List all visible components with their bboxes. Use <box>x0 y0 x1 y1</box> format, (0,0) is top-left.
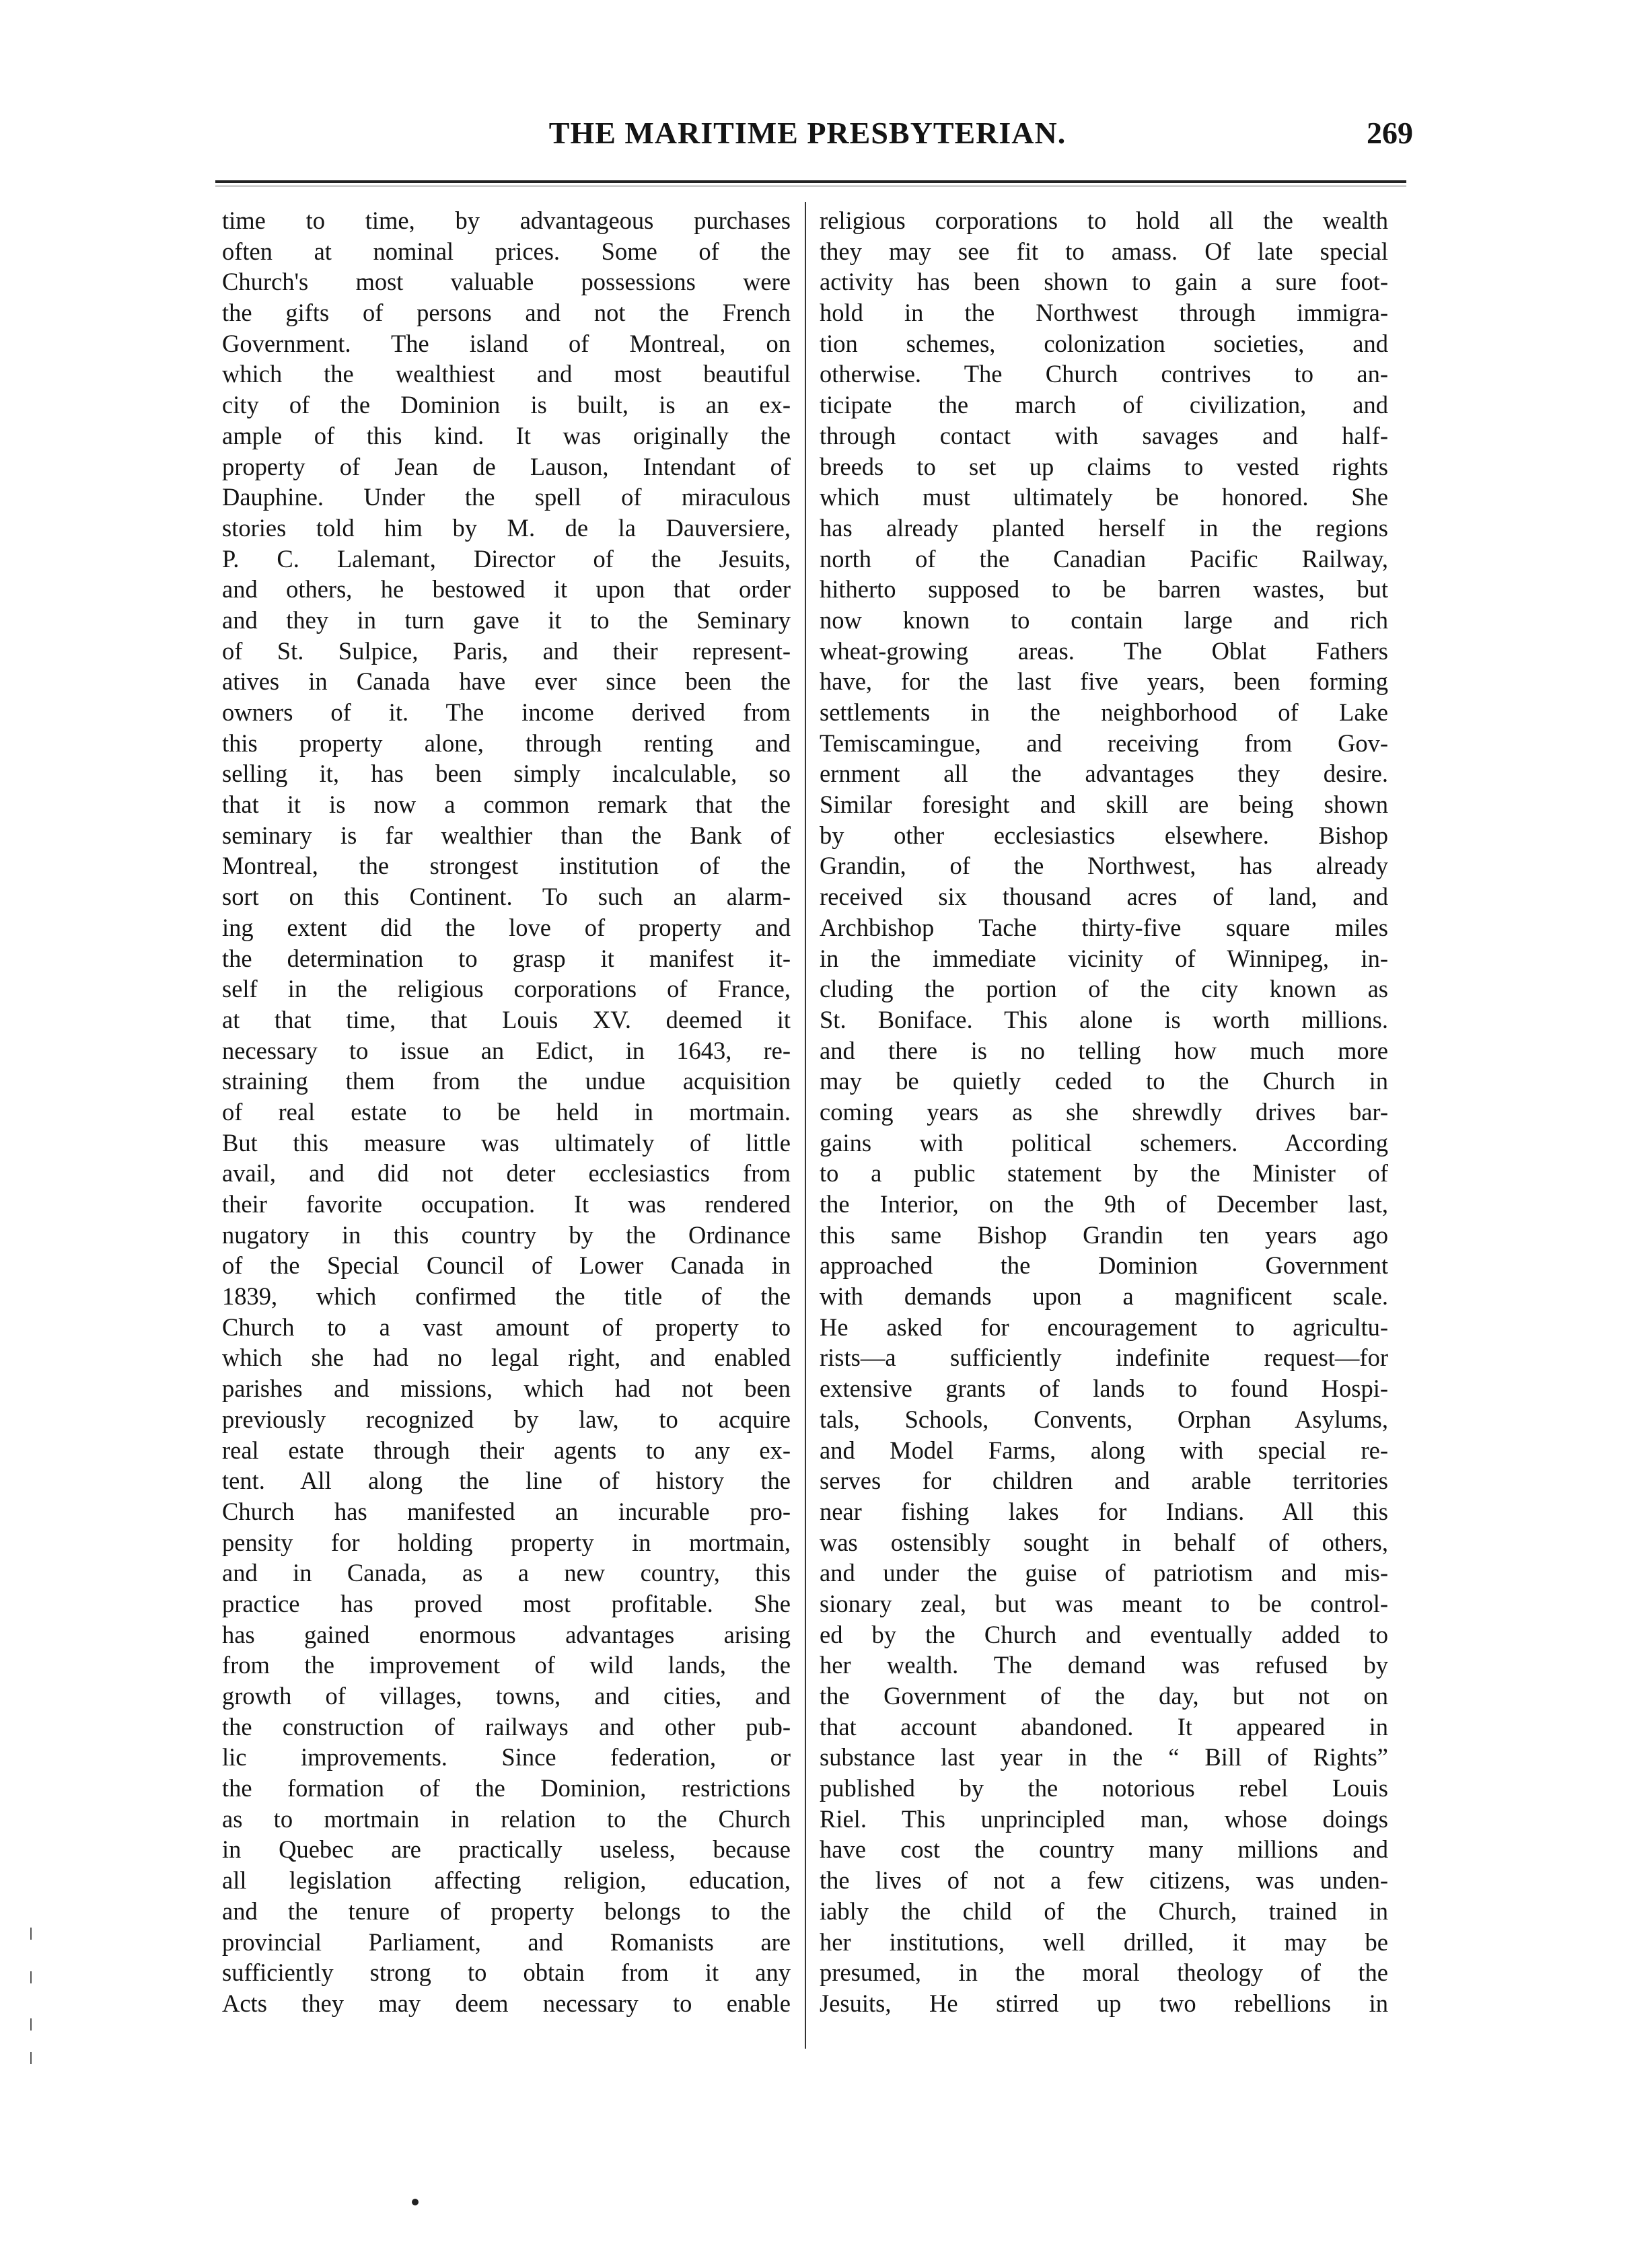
text-line: ernment all the advantages they desire. <box>820 760 1388 788</box>
stray-dot <box>412 2199 419 2205</box>
text-line: provincial Parliament, and Romanists are <box>222 1928 791 1956</box>
header-rule <box>215 180 1406 183</box>
text-line: hold in the Northwest through immigra- <box>820 299 1388 327</box>
text-line: which she had no legal right, and enabled <box>222 1344 791 1372</box>
text-line: her wealth. The demand was refused by <box>820 1651 1388 1679</box>
text-line: stories told him by M. de la Dauversiere, <box>222 513 791 542</box>
text-line: real estate through their agents to any ex- <box>222 1436 791 1464</box>
text-line: Similar foresight and skill are being shown <box>820 791 1388 819</box>
text-line: the Interior, on the 9th of December last, <box>820 1190 1388 1218</box>
running-header <box>202 114 1413 168</box>
text-line: ed by the Church and eventually added to <box>820 1620 1388 1648</box>
text-line: published by the notorious rebel Louis <box>820 1774 1388 1802</box>
text-line: through contact with savages and half- <box>820 421 1388 449</box>
text-line: received six thousand acres of land, and <box>820 883 1388 911</box>
text-line: of the Special Council of Lower Canada in <box>222 1251 791 1280</box>
text-line: by other ecclesiastics elsewhere. Bishop <box>820 821 1388 849</box>
text-line: religious corporations to hold all the wealth <box>820 207 1388 234</box>
text-line: to a public statement by the Minister of <box>820 1159 1388 1187</box>
text-line: necessary to issue an Edict, in 1643, re- <box>222 1036 791 1064</box>
text-line: avail, and did not deter ecclesiastics from <box>222 1159 791 1187</box>
margin-mark <box>30 2018 32 2031</box>
text-line: which the wealthiest and most beautiful <box>222 360 791 388</box>
text-line: selling it, has been simply incalculable, so <box>222 760 791 788</box>
text-line: near fishing lakes for Indians. All this <box>820 1497 1388 1525</box>
text-line: which must ultimately be honored. She <box>820 483 1388 511</box>
text-line: Church to a vast amount of property to <box>222 1313 791 1341</box>
text-line: activity has been shown to gain a sure foot- <box>820 268 1388 296</box>
margin-mark <box>30 2052 32 2064</box>
text-line: time to time, by advantageous purchases <box>222 207 791 234</box>
page-number: 269 <box>1367 116 1413 150</box>
text-line: Government. The island of Montreal, on <box>222 329 791 357</box>
text-line: the determination to grasp it manifest it- <box>222 944 791 972</box>
text-line: that it is now a common remark that the <box>222 791 791 819</box>
text-line: breeds to set up claims to vested rights <box>820 452 1388 480</box>
text-line: cluding the portion of the city known as <box>820 975 1388 1003</box>
text-line: has already planted herself in the regions <box>820 513 1388 542</box>
column-divider <box>805 202 806 2049</box>
text-line: has gained enormous advantages arising <box>222 1620 791 1648</box>
text-line: ing extent did the love of property and <box>222 913 791 941</box>
text-line: substance last year in the “ Bill of Rights” <box>820 1743 1388 1771</box>
text-line: and others, he bestowed it upon that order <box>222 575 791 603</box>
text-line: nugatory in this country by the Ordinance <box>222 1220 791 1249</box>
text-line: this property alone, through renting and <box>222 729 791 757</box>
text-line: and the tenure of property belongs to the <box>222 1897 791 1925</box>
text-line: practice has proved most profitable. She <box>222 1589 791 1617</box>
text-line: Church's most valuable possessions were <box>222 268 791 296</box>
text-line: 1839, which confirmed the title of the <box>222 1282 791 1311</box>
text-line: have cost the country many millions and <box>820 1835 1388 1864</box>
text-line: city of the Dominion is built, is an ex- <box>222 391 791 419</box>
text-line: with demands upon a magnificent scale. <box>820 1282 1388 1311</box>
text-line: often at nominal prices. Some of the <box>222 237 791 265</box>
text-line: ample of this kind. It was originally the <box>222 421 791 449</box>
text-line: Grandin, of the Northwest, has already <box>820 852 1388 880</box>
text-line: this same Bishop Grandin ten years ago <box>820 1220 1388 1249</box>
text-line: Dauphine. Under the spell of miraculous <box>222 483 791 511</box>
text-line: in Quebec are practically useless, because <box>222 1835 791 1864</box>
text-line: sort on this Continent. To such an alarm- <box>222 883 791 911</box>
text-line: north of the Canadian Pacific Railway, <box>820 544 1388 573</box>
text-line: presumed, in the moral theology of the <box>820 1959 1388 1987</box>
text-line: property of Jean de Lauson, Intendant of <box>222 452 791 480</box>
text-line: at that time, that Louis XV. deemed it <box>222 1005 791 1033</box>
text-line: that account abandoned. It appeared in <box>820 1712 1388 1741</box>
text-line: rists—a sufficiently indefinite request—for <box>820 1344 1388 1372</box>
text-line: Archbishop Tache thirty-five square miles <box>820 913 1388 941</box>
text-line: the formation of the Dominion, restrictions <box>222 1774 791 1802</box>
text-line: sufficiently strong to obtain from it any <box>222 1959 791 1987</box>
text-line: Montreal, the strongest institution of the <box>222 852 791 880</box>
text-line: serves for children and arable territories <box>820 1467 1388 1495</box>
text-line: have, for the last five years, been forming <box>820 667 1388 696</box>
text-line: ticipate the march of civilization, and <box>820 391 1388 419</box>
text-line: iably the child of the Church, trained in <box>820 1897 1388 1925</box>
running-title: THE MARITIME PRESBYTERIAN. <box>548 116 1067 150</box>
text-line: previously recognized by law, to acquire <box>222 1405 791 1433</box>
text-line: her institutions, well drilled, it may be <box>820 1928 1388 1956</box>
text-line: St. Boniface. This alone is worth millions. <box>820 1005 1388 1033</box>
text-line: tion schemes, colonization societies, and <box>820 329 1388 357</box>
text-line: the lives of not a few citizens, was unden- <box>820 1866 1388 1895</box>
text-line: sionary zeal, but was meant to be control- <box>820 1589 1388 1617</box>
text-line: the gifts of persons and not the French <box>222 299 791 327</box>
text-line: and they in turn gave it to the Seminary <box>222 606 791 634</box>
text-line: self in the religious corporations of France, <box>222 975 791 1003</box>
text-line: straining them from the undue acquisition <box>222 1067 791 1095</box>
text-line: tals, Schools, Convents, Orphan Asylums, <box>820 1405 1388 1433</box>
text-line: Jesuits, He stirred up two rebellions in <box>820 1989 1388 2017</box>
margin-mark <box>30 1928 32 1940</box>
text-line: tent. All along the line of history the <box>222 1467 791 1495</box>
text-line: But this measure was ultimately of little <box>222 1128 791 1157</box>
text-line: now known to contain large and rich <box>820 606 1388 634</box>
margin-mark <box>30 1971 32 1983</box>
text-line: Riel. This unprincipled man, whose doings <box>820 1804 1388 1833</box>
text-line: seminary is far wealthier than the Bank of <box>222 821 791 849</box>
text-line: lic improvements. Since federation, or <box>222 1743 791 1771</box>
text-line: growth of villages, towns, and cities, and <box>222 1682 791 1710</box>
text-line: approached the Dominion Government <box>820 1251 1388 1280</box>
text-line: hitherto supposed to be barren wastes, but <box>820 575 1388 603</box>
text-line: as to mortmain in relation to the Church <box>222 1804 791 1833</box>
text-line: parishes and missions, which had not been <box>222 1375 791 1403</box>
text-line: was ostensibly sought in behalf of others, <box>820 1528 1388 1556</box>
text-line: extensive grants of lands to found Hospi- <box>820 1375 1388 1403</box>
text-line: from the improvement of wild lands, the <box>222 1651 791 1679</box>
text-line: and Model Farms, along with special re- <box>820 1436 1388 1464</box>
text-line: P. C. Lalemant, Director of the Jesuits, <box>222 544 791 573</box>
text-line: the construction of railways and other pub- <box>222 1712 791 1741</box>
text-line: wheat-growing areas. The Oblat Fathers <box>820 636 1388 665</box>
text-line: owners of it. The income derived from <box>222 698 791 726</box>
right-column <box>820 205 1388 2019</box>
text-line: may be quietly ceded to the Church in <box>820 1067 1388 1095</box>
text-line: otherwise. The Church contrives to an- <box>820 360 1388 388</box>
text-line: and under the guise of patriotism and mis- <box>820 1559 1388 1587</box>
text-line: pensity for holding property in mortmain, <box>222 1528 791 1556</box>
text-line: Church has manifested an incurable pro- <box>222 1497 791 1525</box>
text-line: atives in Canada have ever since been the <box>222 667 791 696</box>
text-line: coming years as she shrewdly drives bar- <box>820 1097 1388 1126</box>
text-line: He asked for encouragement to agricultu- <box>820 1313 1388 1341</box>
text-line: they may see fit to amass. Of late special <box>820 237 1388 265</box>
text-line: of real estate to be held in mortmain. <box>222 1097 791 1126</box>
text-line: and in Canada, as a new country, this <box>222 1559 791 1587</box>
text-line: the Government of the day, but not on <box>820 1682 1388 1710</box>
text-line: of St. Sulpice, Paris, and their represent- <box>222 636 791 665</box>
left-column <box>222 205 791 2019</box>
text-line: in the immediate vicinity of Winnipeg, in- <box>820 944 1388 972</box>
text-line: gains with political schemers. According <box>820 1128 1388 1157</box>
text-line: their favorite occupation. It was rendered <box>222 1190 791 1218</box>
text-line: and there is no telling how much more <box>820 1036 1388 1064</box>
text-line: all legislation affecting religion, education, <box>222 1866 791 1895</box>
text-line: Acts they may deem necessary to enable <box>222 1989 791 2017</box>
text-line: settlements in the neighborhood of Lake <box>820 698 1388 726</box>
text-line: Temiscamingue, and receiving from Gov- <box>820 729 1388 757</box>
